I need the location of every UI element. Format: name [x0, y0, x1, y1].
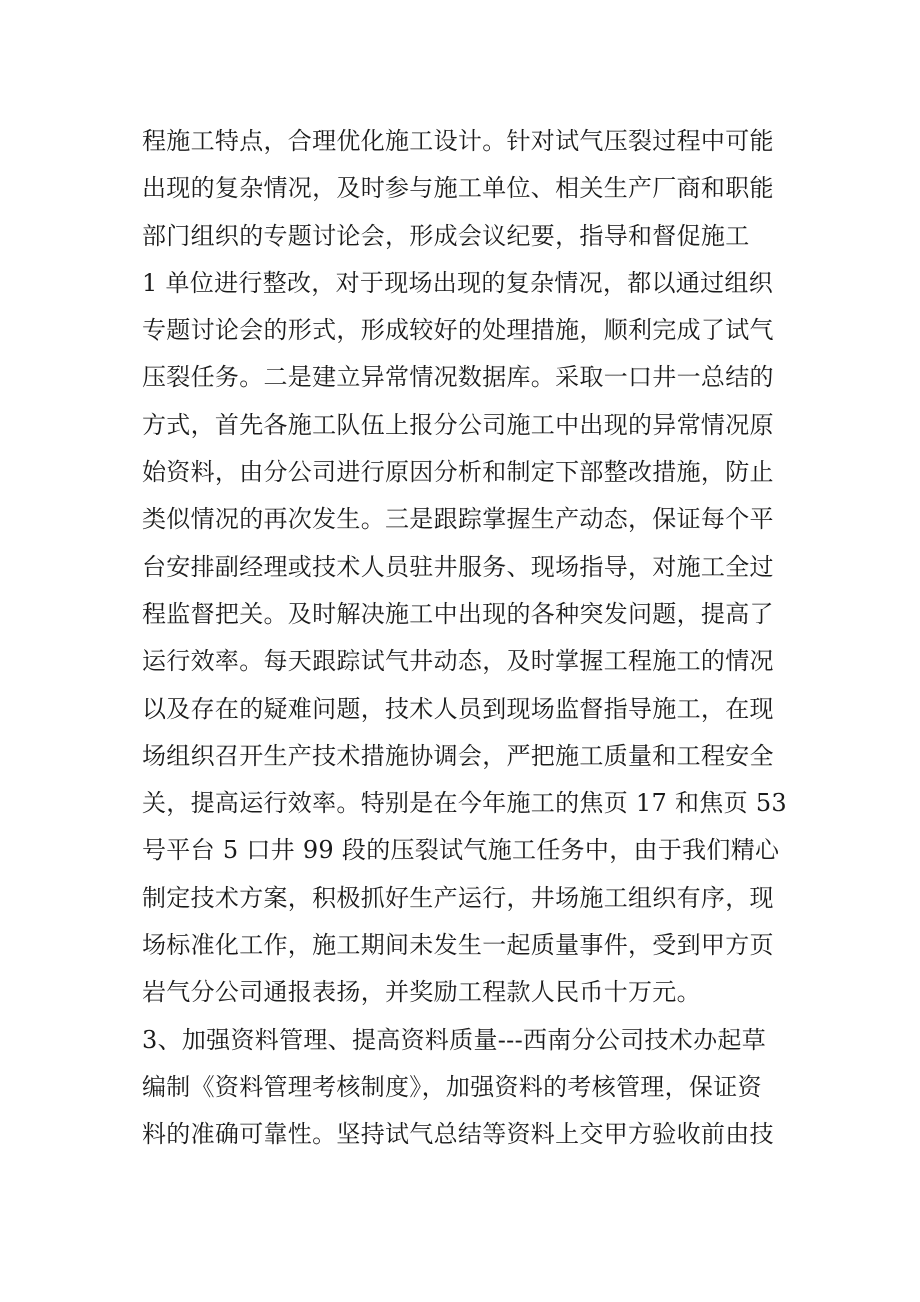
text-line-16: 号平台 5 口井 99 段的压裂试气施工任务中，由于我们精心 [142, 836, 780, 865]
text-line-4: 1 单位进行整改，对于现场出现的复杂情况，都以通过组织 [142, 268, 773, 297]
text-line-6: 压裂任务。二是建立异常情况数据库。采取一口井一总结的 [142, 363, 774, 392]
text-line-20: 3、加强资料管理、提高资料质量---西南分公司技术办起草 [142, 1025, 766, 1054]
text-line-8: 始资料，由分公司进行原因分析和制定下部整改措施，防止 [142, 458, 774, 487]
text-line-15: 关，提高运行效率。特别是在今年施工的焦页 17 和焦页 53 [142, 789, 787, 818]
text-line-3: 部门组织的专题讨论会，形成会议纪要，指导和督促施工 [142, 221, 750, 250]
text-line-2: 出现的复杂情况，及时参与施工单位、相关生产厂商和职能 [142, 174, 774, 203]
text-line-14: 场组织召开生产技术措施协调会，严把施工质量和工程安全 [142, 741, 774, 770]
text-line-11: 程监督把关。及时解决施工中出现的各种突发问题，提高了 [142, 599, 774, 628]
text-line-18: 场标准化工作，施工期间未发生一起质量事件，受到甲方页 [142, 931, 774, 960]
text-line-1: 程施工特点，合理优化施工设计。针对试气压裂过程中可能 [142, 127, 774, 155]
text-line-9: 类似情况的再次发生。三是跟踪掌握生产动态，保证每个平 [142, 505, 774, 534]
text-line-5: 专题讨论会的形式，形成较好的处理措施，顺利完成了试气 [142, 316, 774, 345]
text-line-22: 料的准确可靠性。坚持试气总结等资料上交甲方验收前由技 [142, 1120, 774, 1149]
text-line-19: 岩气分公司通报表扬，并奖励工程款人民币十万元。 [142, 978, 701, 1007]
text-line-17: 制定技术方案，积极抓好生产运行，井场施工组织有序，现 [142, 883, 774, 912]
text-line-12: 运行效率。每天跟踪试气井动态，及时掌握工程施工的情况 [142, 647, 774, 676]
text-line-13: 以及存在的疑难问题，技术人员到现场监督指导施工，在现 [142, 694, 774, 723]
text-line-7: 方式，首先各施工队伍上报分公司施工中出现的异常情况原 [142, 410, 774, 439]
text-line-10: 台安排副经理或技术人员驻井服务、现场指导，对施工全过 [142, 552, 774, 581]
body-text [142, 118, 792, 1159]
text-line-21: 编制《资料管理考核制度》，加强资料的考核管理，保证资 [142, 1072, 762, 1101]
